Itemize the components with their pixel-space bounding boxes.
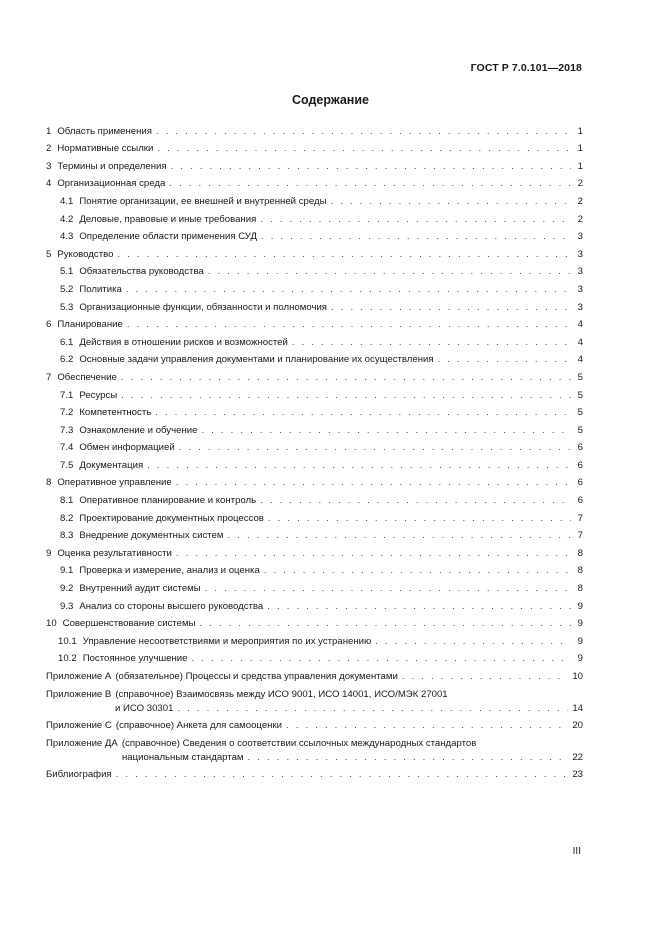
- toc-appendix[interactable]: [46, 683, 583, 715]
- toc-appendix-prefix: Приложение ДА: [46, 737, 118, 749]
- toc-entry-number: 9.2: [60, 583, 74, 595]
- toc-entry[interactable]: [46, 190, 583, 208]
- toc-entry-page: 3: [577, 231, 583, 243]
- toc-leader: [402, 671, 568, 683]
- toc-entry-page: 1: [577, 125, 583, 137]
- toc-entry[interactable]: [46, 437, 583, 455]
- toc-leader: [438, 354, 571, 366]
- toc-appendix-page: 20: [572, 720, 583, 732]
- toc-entry-label: Обеспечение: [57, 371, 117, 383]
- toc-entry-label: Обязательства руководства: [79, 266, 204, 278]
- toc-entry-number: 7.4: [60, 442, 74, 454]
- toc-leader: [286, 720, 568, 732]
- toc-entry[interactable]: [46, 120, 583, 138]
- toc-entry[interactable]: [46, 630, 583, 648]
- toc-entry-label: Анализ со стороны высшего руководства: [79, 600, 264, 612]
- toc-entry[interactable]: [46, 138, 583, 156]
- toc-entry-label: Политика: [79, 283, 122, 295]
- toc-entry-number: 5.2: [60, 283, 74, 295]
- toc-entry[interactable]: [46, 331, 583, 349]
- toc-entry-label: Планирование: [57, 319, 123, 331]
- toc-leader: [264, 565, 571, 577]
- toc-entry-page: 8: [577, 583, 583, 595]
- toc-entry[interactable]: [46, 648, 583, 666]
- toc-leader: [169, 178, 571, 190]
- toc-entry-number: 3: [46, 160, 52, 172]
- toc-entry-number: 6.2: [60, 354, 74, 366]
- toc-entry-label: Совершенствование системы: [62, 618, 196, 630]
- toc-entry-number: 5.1: [60, 266, 74, 278]
- toc-entry-number: 10.1: [58, 635, 77, 647]
- toc-appendix-prefix: Приложение В: [46, 688, 112, 700]
- toc-entry[interactable]: [46, 560, 583, 578]
- toc-title: Содержание: [291, 93, 369, 107]
- toc-appendix-prefix: Приложение С: [46, 720, 112, 732]
- toc-leader: [330, 196, 571, 208]
- toc-entry-number: 8: [46, 477, 52, 489]
- toc-entry-label: Обмен информацией: [79, 442, 175, 454]
- toc-entry-page: 4: [577, 354, 583, 366]
- toc-entry[interactable]: [46, 173, 583, 191]
- toc-entry-page: 6: [577, 477, 583, 489]
- page-number: III: [572, 846, 581, 857]
- toc-leader: [267, 601, 571, 613]
- toc-leader: [205, 583, 571, 595]
- toc-entry-number: 10: [46, 618, 57, 630]
- toc-entry-page: 6: [577, 495, 583, 507]
- toc-leader: [117, 249, 571, 261]
- toc-leader: [200, 618, 572, 630]
- toc-leader: [179, 442, 571, 454]
- toc-appendix-text: (справочное) Взаимосвязь между ИСО 9001, ИСО 14001, ИСО/МЭК 27001: [115, 688, 448, 700]
- toc-entries: [46, 120, 583, 665]
- toc-entry[interactable]: [46, 243, 583, 261]
- toc-bibliography[interactable]: [46, 764, 583, 782]
- toc-entry[interactable]: [46, 472, 583, 490]
- toc-entry-label: Ознакомление и обучение: [79, 424, 198, 436]
- toc-entry-label: Область применения: [57, 125, 152, 137]
- toc-entry-page: 3: [577, 283, 583, 295]
- toc-entry-page: 9: [577, 600, 583, 612]
- toc-leader: [171, 161, 571, 173]
- toc-leader: [248, 752, 569, 764]
- toc-entry-page: 3: [577, 301, 583, 313]
- toc-entry[interactable]: [46, 419, 583, 437]
- toc-entry-label: Постоянное улучшение: [82, 653, 188, 665]
- toc-entry-label: Деловые, правовые и иные требования: [79, 213, 257, 225]
- toc-entry-number: 5.3: [60, 301, 74, 313]
- toc-leader: [157, 143, 571, 155]
- toc-entry-page: 5: [577, 407, 583, 419]
- toc-entry-number: 9.3: [60, 600, 74, 612]
- toc-entry-page: 3: [577, 266, 583, 278]
- toc-entry-number: 6: [46, 319, 52, 331]
- toc-entry-page: 8: [577, 547, 583, 559]
- toc-appendix-continuation: [46, 750, 583, 764]
- toc-entry[interactable]: [46, 525, 583, 543]
- toc-entry-label: Внедрение документных систем: [79, 530, 224, 542]
- toc-entry-number: 5: [46, 248, 52, 260]
- toc-entry-number: 7: [46, 371, 52, 383]
- toc-entry[interactable]: [46, 278, 583, 296]
- toc-entry-number: 7.5: [60, 459, 74, 471]
- toc-entry-label: Оперативное управление: [57, 477, 172, 489]
- toc-entry-label: Документация: [79, 459, 144, 471]
- toc-entry-page: 1: [577, 160, 583, 172]
- toc-entry[interactable]: [46, 454, 583, 472]
- toc-appendices: [46, 665, 583, 763]
- toc-entry-page: 2: [577, 178, 583, 190]
- toc-entry[interactable]: [46, 296, 583, 314]
- toc-appendix-text-continued: и ИСО 30301: [115, 702, 174, 714]
- toc-entry-number: 7.1: [60, 389, 74, 401]
- toc-appendix-text: (обязательное) Процессы и средства управления документами: [115, 671, 398, 682]
- toc-appendix[interactable]: [46, 715, 583, 733]
- toc-appendix[interactable]: [46, 665, 583, 683]
- toc-entry-number: 4.1: [60, 195, 74, 207]
- toc-entry-page: 5: [577, 424, 583, 436]
- toc-entry-label: Понятие организации, ее внешней и внутренней среды: [79, 195, 327, 207]
- toc-appendix-prefix: Приложение А: [46, 671, 112, 682]
- toc-appendix-page: 22: [572, 751, 583, 763]
- toc-bibliography-page: 23: [572, 769, 583, 781]
- toc-entry-number: 7.3: [60, 424, 74, 436]
- toc-leader: [260, 214, 571, 226]
- toc-entry-number: 8.1: [60, 495, 74, 507]
- toc-entry[interactable]: [46, 507, 583, 525]
- toc-entry-number: 9: [46, 547, 52, 559]
- toc-leader: [227, 530, 571, 542]
- toc-leader: [208, 266, 571, 278]
- toc-leader: [116, 769, 569, 781]
- toc-entry-page: 5: [577, 389, 583, 401]
- toc-entry-label: Организационная среда: [57, 178, 166, 190]
- toc-leader: [260, 495, 571, 507]
- toc-leader: [292, 337, 571, 349]
- toc-entry[interactable]: [46, 489, 583, 507]
- toc-leader: [176, 548, 571, 560]
- toc-entry-page: 4: [577, 319, 583, 331]
- toc-entry-label: Нормативные ссылки: [57, 143, 154, 155]
- toc-entry-page: 2: [577, 195, 583, 207]
- toc-entry-page: 6: [577, 459, 583, 471]
- toc-entry[interactable]: [46, 577, 583, 595]
- toc-appendix-page: 10: [572, 671, 583, 682]
- toc-entry-label: Организационные функции, обязанности и полномочия: [79, 301, 328, 313]
- toc-entry-label: Основные задачи управления документами и планирование их осуществления: [79, 354, 434, 366]
- toc-entry-number: 10.2: [58, 653, 77, 665]
- toc-leader: [177, 703, 568, 715]
- toc-entry-number: 1: [46, 125, 52, 137]
- toc-entry-label: Оценка результативности: [57, 547, 172, 559]
- toc-entry-label: Руководство: [57, 248, 114, 260]
- toc-entry-page: 2: [577, 213, 583, 225]
- toc-entry[interactable]: [46, 595, 583, 613]
- toc-entry-page: 3: [577, 248, 583, 260]
- toc-entry[interactable]: [46, 366, 583, 384]
- toc-entry-number: 9.1: [60, 565, 74, 577]
- toc-leader: [191, 653, 571, 665]
- toc-leader: [156, 126, 571, 138]
- toc-entry[interactable]: [46, 314, 583, 332]
- toc-leader: [126, 284, 571, 296]
- toc-appendix[interactable]: [46, 732, 583, 764]
- toc-entry-number: 4.3: [60, 231, 74, 243]
- toc-entry-label: Действия в отношении рисков и возможностей: [79, 336, 288, 348]
- toc-entry-label: Ресурсы: [79, 389, 118, 401]
- toc-entry-page: 9: [577, 618, 583, 630]
- table-of-contents: [46, 120, 583, 781]
- toc-entry-label: Компетентность: [79, 407, 152, 419]
- toc-entry-number: 4.2: [60, 213, 74, 225]
- toc-entry[interactable]: [46, 261, 583, 279]
- toc-leader: [127, 319, 571, 331]
- toc-entry-number: 6.1: [60, 336, 74, 348]
- toc-entry-page: 7: [577, 512, 583, 524]
- toc-entry[interactable]: [46, 349, 583, 367]
- toc-appendix-text: (справочное) Анкета для самооценки: [115, 720, 283, 732]
- toc-entry-number: 7.2: [60, 407, 74, 419]
- toc-entry[interactable]: [46, 208, 583, 226]
- toc-appendix-continuation: [46, 701, 583, 715]
- toc-entry[interactable]: [46, 155, 583, 173]
- toc-entry-label: Внутренний аудит системы: [79, 583, 201, 595]
- toc-leader: [375, 636, 571, 648]
- toc-entry-page: 9: [577, 653, 583, 665]
- toc-entry-label: Термины и определения: [57, 160, 167, 172]
- toc-entry[interactable]: [46, 384, 583, 402]
- toc-entry[interactable]: [46, 226, 583, 244]
- toc-leader: [121, 390, 571, 402]
- toc-entry[interactable]: [46, 542, 583, 560]
- toc-entry[interactable]: [46, 613, 583, 631]
- toc-entry-page: 7: [577, 530, 583, 542]
- toc-leader: [176, 477, 571, 489]
- toc-leader: [201, 425, 571, 437]
- toc-entry-label: Определение области применения СУД: [79, 231, 257, 243]
- toc-entry-page: 5: [577, 371, 583, 383]
- toc-appendix-text: (справочное) Сведения о соответствии ссылочных международных стандартов: [121, 737, 477, 749]
- toc-appendix-text-continued: национальным стандартам: [122, 751, 244, 763]
- toc-entry-label: Управление несоответствиями и мероприятия по их устранению: [82, 635, 372, 647]
- toc-leader: [147, 460, 571, 472]
- toc-entry-label: Проектирование документных процессов: [79, 512, 264, 524]
- toc-entry-label: Проверка и измерение, анализ и оценка: [79, 565, 260, 577]
- toc-entry-number: 4: [46, 178, 52, 190]
- toc-bibliography-label: Библиография: [46, 769, 112, 781]
- toc-entry-number: 8.3: [60, 530, 74, 542]
- toc-leader: [268, 513, 571, 525]
- toc-entry-page: 4: [577, 336, 583, 348]
- document-code: ГОСТ Р 7.0.101—2018: [470, 62, 582, 74]
- toc-entry-page: 8: [577, 565, 583, 577]
- toc-entry-page: 1: [577, 143, 583, 155]
- toc-entry-page: 6: [577, 442, 583, 454]
- toc-leader: [155, 407, 571, 419]
- toc-entry-label: Оперативное планирование и контроль: [79, 495, 257, 507]
- toc-leader: [331, 302, 571, 314]
- toc-entry-number: 2: [46, 143, 52, 155]
- toc-entry-page: 9: [577, 635, 583, 647]
- toc-leader: [261, 231, 571, 243]
- toc-entry[interactable]: [46, 402, 583, 420]
- toc-appendix-page: 14: [572, 702, 583, 714]
- toc-entry-number: 8.2: [60, 512, 74, 524]
- toc-leader: [121, 372, 571, 384]
